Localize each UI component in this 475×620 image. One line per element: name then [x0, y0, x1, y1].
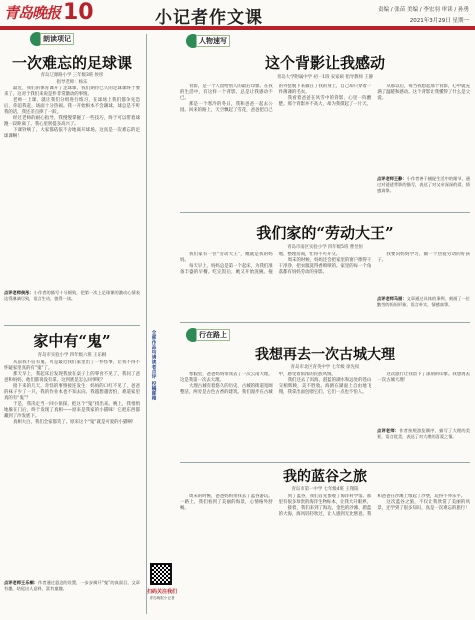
paragraph: 下课铃响了，大家都依依不舍地离开球场。这真是一次难忘的足球课啊！	[4, 128, 140, 140]
paragraph: 每天早上，妈妈总是第一个起床，为我们准备丰盛的早餐。吃完饭后，她又开始洗碗、拖地、整理房间，忙得不可开交。	[180, 252, 341, 276]
paragraph: 接下来的几天，奇怪的事情接连发生：妈妈的口红不见了，爸爸的袜子少了一只，我的作业本也不知去向。我越想越害怕，难道家里真的有“鬼”？	[4, 384, 140, 402]
article5-title: 我想再去一次古城大理	[255, 347, 395, 363]
badge-on-the-road: 行在路上	[186, 328, 230, 342]
masthead	[0, 0, 475, 28]
article4-byline: 青岛市南区实验小学 四年级5班 曹昱恒	[287, 245, 363, 250]
paragraph: 于是，我决定当一回小侦探，把这个“鬼”找出来。晚上，我悄悄地躲在门后，终于发现了真相——原来是我家的小猫咪！它把东西都藏到了沙发底下。	[4, 402, 140, 420]
paragraph: 周末的时候，爸爸妈妈带我去了蓝谷游玩。一路上，我们看到了美丽的海景，心情格外舒畅。	[180, 494, 273, 512]
article5-byline: 青岛市北区育英中学 七年级 徐先权	[290, 365, 360, 370]
section-divider	[180, 462, 470, 463]
qr-subcaption: 青岛晚报小记者	[149, 596, 175, 600]
article1-teacher: 指导老师：杨乐	[56, 80, 88, 85]
paragraph: 我们还去了洱海，湛蓝的湖水和远处的苍山交相辉映，美不胜收。海鸥在湖面上自由地飞翔，我拿出面包喂它们，它们一点也不怕人。	[278, 378, 372, 396]
paragraph: 最近，我们的体育课开了足球课，我们期待已久的足球课终于要来了。这对于我们来说是件非常激动的事情。	[4, 86, 140, 98]
paragraph: 我们家有一位“劳动大王”，她就是我的妈妈。	[180, 252, 273, 264]
masthead-rule	[0, 28, 475, 30]
paragraph: 老师一上课，就让我们分组进行练习，在球场上我们都争先恐后，你追我赶，场面十分热闹。我一开始根本不会踢球，球总是不听我的话，我还差点摔了一跤。	[4, 98, 140, 116]
paragraph: 我要向妈妈学习，做一个热爱劳动的好孩子。	[377, 252, 470, 264]
article3-byline: 青岛大学附属中学 初一1班 安家硕 指导教师 王静	[276, 75, 374, 80]
article3-comment: 点评老师王静：小作者善于捕捉生活中的细节，通过对爸爸背影的描写，表达了对父亲深深的爱，情感真挚。	[377, 176, 470, 193]
editor-credits: 责编 / 张苗 美编 / 李宏羽 审读 / 孙勇	[377, 7, 469, 13]
section-title: 小记者作文课	[155, 8, 263, 28]
paragraph: 这次蓝谷之旅，不仅让我欣赏了美丽的风景，还学到了很多知识，真是一次难忘的旅行！	[377, 500, 470, 512]
paragraph: 经过老师的耐心指导，我慢慢掌握了一些技巧，终于可以带着球跑一段距离了。我心里别提多高兴了。	[4, 116, 140, 128]
paragraph: 真相大白，我们全家都笑了。原来这个“鬼”就是可爱的小猫啊！	[13, 420, 137, 426]
article4-title: 我们家的“劳动大王”	[256, 224, 394, 242]
article6-body	[180, 494, 470, 616]
newspaper-logo: 青岛晚报	[4, 4, 61, 22]
paragraph: 从前我不信有鬼，可是最近我们家里出了一件怪事，让我不得不怀疑家里真的有“鬼”了。	[4, 360, 140, 372]
paragraph: 从那以后，每当我想起那个背影，心中就充满了温暖和感动。这个背影让我懂得了什么是父爱。	[377, 84, 470, 102]
paragraph: 到了蓝谷，我们首先参观了海洋科学馆。那里有很多珍贵的海洋生物标本，让我大开眼界。	[278, 494, 372, 506]
article1-comment: 点评老师侯彤：小作者的描写十分细致，把第一次上足球课的激动心情表达得淋漓尽致，语言生动，值得一读。	[4, 290, 140, 301]
article1-body	[4, 86, 140, 288]
paragraph: 寒假里，爸爸妈妈带我去了一次云南大理，这是我第一次去大理。	[180, 372, 273, 384]
section-divider	[180, 212, 470, 213]
article2-comment: 点评老师王乐桐：作者通过悬念的设置，一步步揭开“鬼”的真面目，文章有趣，结尾出人意料，富有童趣。	[4, 580, 140, 591]
paragraph: 背影，是一个人留给别人的最后印象。在我的生活中，有这样一个背影，总是让我感动不已。	[180, 84, 273, 102]
column-divider	[4, 325, 140, 326]
paragraph: 那天早上，我起床后发现我放在桌子上的零食不见了，我问了爸爸和妈妈，他们都说没有拿。这到底是怎么回事呢？	[4, 372, 140, 384]
article4-comment: 点评老师马丽：文章通过具体的事例，刻画了一位勤劳的妈妈形象，语言朴实，情感真挚。	[377, 296, 470, 307]
article2-title: 家中有“鬼”	[33, 332, 111, 350]
article1-byline: 青岛辽源路小学 三年级3班 侯彤	[40, 73, 104, 78]
qr-code-icon[interactable]	[150, 563, 172, 585]
article2-byline: 青岛市实验小学 四年级六班 王乐桐	[37, 353, 107, 358]
article1-title: 一次难忘的足球课	[11, 54, 132, 72]
column-divider	[146, 34, 147, 614]
badge-portrait: 人物速写	[186, 34, 230, 48]
section-divider	[180, 322, 470, 323]
article3-title: 这个背影让我感动	[264, 54, 385, 72]
page-number: 10	[63, 0, 94, 25]
paragraph: 我看着爸爸在风雪中的背影，心里一阵酸楚。那个背影并不高大，却为我撑起了一片天。	[278, 96, 372, 108]
article6-title: 我的蓝谷之旅	[283, 469, 367, 485]
article5-comment: 点评老师：作者按照游览顺序，描写了大理的美景，语言优美，表达了对大理的喜爱之情。	[377, 428, 470, 439]
article6-byline: 青岛市第一中学 七年级4班 王翔阳	[291, 487, 359, 492]
paragraph: 大理古城有着悠久的历史，古城的街道宽阔整洁，两旁是古色古香的建筑。我们漫步在古城中，感受着浓浓的民族风情。	[180, 372, 336, 396]
sidebar-vertical-notice: 全部作品均请读者点评 投稿邮箱	[151, 330, 156, 401]
paragraph: 周末的时候，妈妈还会把家里的窗户擦得干干净净，把衣服洗得香喷喷的。家里的每一个角落都有妈妈劳动的身影。	[278, 258, 372, 276]
qr-caption: 扫码关注我们	[146, 589, 177, 595]
paragraph: 接着，我们来到了海边。金色的沙滩、蔚蓝的大海，海风轻轻吹过，让人感到无比惬意。我和爸爸在沙滩上堆起了沙堡，玩得不亦乐乎。	[278, 494, 466, 518]
badge-reading: 朗读项记	[30, 32, 74, 46]
article2-body	[4, 360, 140, 575]
paragraph: 这次旅行让我留下了深刻的印象。我想再去一次古城大理！	[377, 372, 470, 384]
issue-date: 2021年3月29日 星期一	[409, 18, 469, 24]
paragraph: 那是一个寒冷的冬日，我和爸爸一起去公园。回来的路上，天空飘起了雪花，爸爸把自己的外套脱下来披在了我的身上，自己却只穿着一件薄薄的毛衣。	[180, 84, 372, 114]
